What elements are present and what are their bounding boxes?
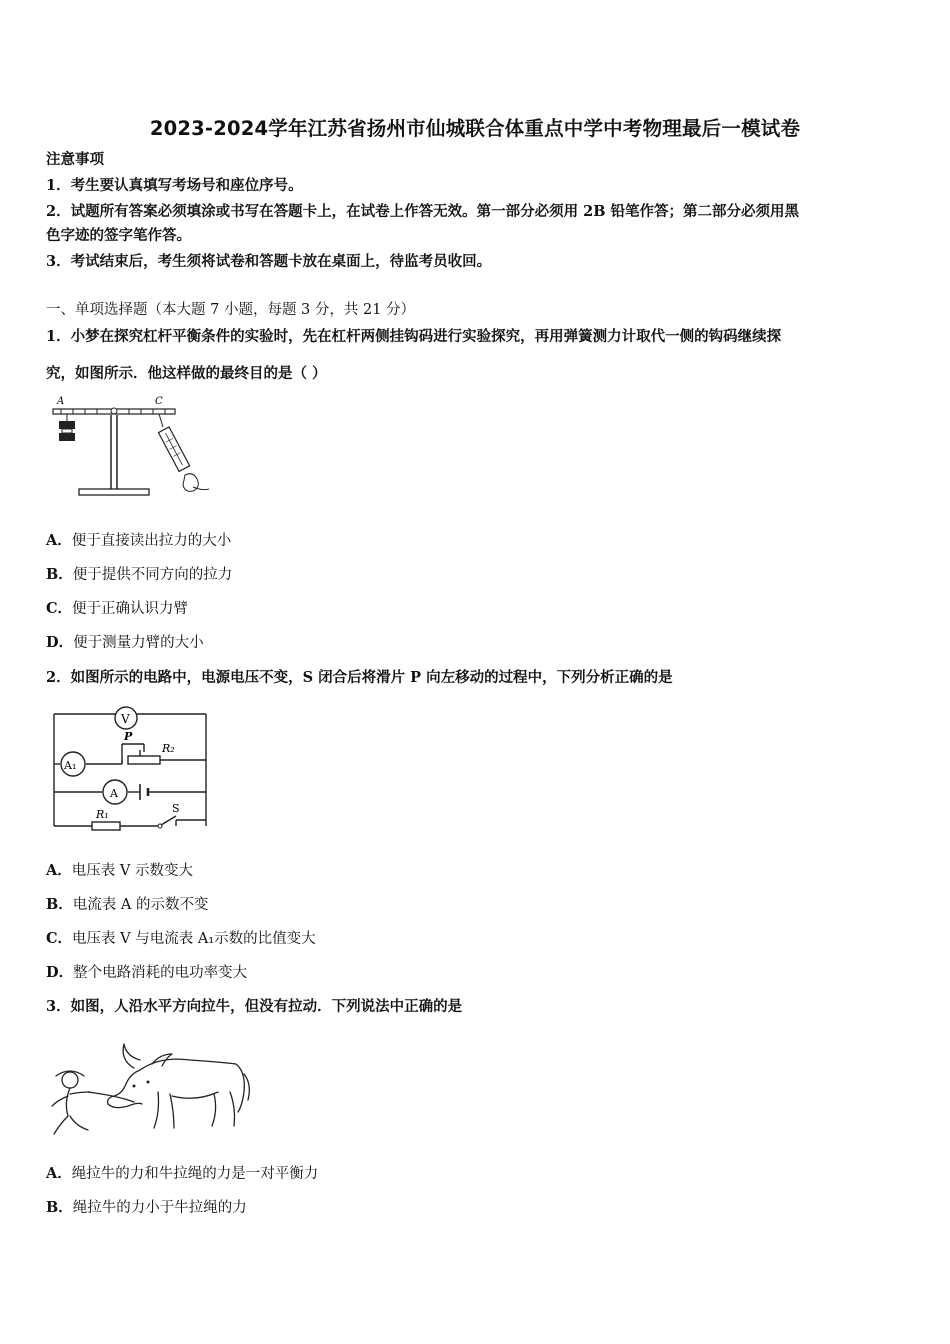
r1-label: R₁: [96, 808, 109, 821]
notice-item: 1．考生要认真填写考场号和座位序号。: [46, 177, 303, 194]
notice-heading: 注意事项: [46, 151, 104, 168]
ammeter-a1-label: A₁: [64, 759, 77, 772]
q2-option-b: B．电流表 A 的示数不变: [46, 896, 209, 913]
notice-item: 色字迹的签字笔作答。: [46, 227, 191, 244]
question-2-stem: 2．如图所示的电路中，电源电压不变，S 闭合后将滑片 P 向左移动的过程中，下列分析正确的是: [46, 669, 673, 686]
switch-s-label: S: [172, 802, 180, 815]
lever-figure: [45, 393, 215, 505]
q1-option-a: A．便于直接读出拉力的大小: [46, 532, 232, 549]
question-1-stem: 1．小梦在探究杠杆平衡条件的实验时，先在杠杆两侧挂钩码进行实验探究，再用弹簧测力计取代一侧的钩码继续探: [46, 328, 782, 345]
q2-option-a: A．电压表 V 示数变大: [46, 862, 193, 879]
q2-option-d: D．整个电路消耗的电功率变大: [46, 964, 248, 981]
q3-option-b: B．绳拉牛的力小于牛拉绳的力: [46, 1199, 247, 1216]
label-c: C: [155, 396, 163, 407]
q2-option-c: C．电压表 V 与电流表 A₁示数的比值变大: [46, 930, 316, 947]
label-a: A: [57, 396, 65, 407]
question-1-stem-cont: 究，如图所示．他这样做的最终目的是（ ）: [46, 365, 327, 382]
q1-option-d: D．便于测量力臂的大小: [46, 634, 204, 651]
slider-p-label: P: [124, 730, 133, 743]
q3-option-a: A．绳拉牛的力和牛拉绳的力是一对平衡力: [46, 1165, 319, 1182]
circuit-figure: [48, 706, 213, 831]
q1-option-b: B．便于提供不同方向的拉力: [46, 566, 233, 583]
notice-item: 2．试题所有答案必须填涂或书写在答题卡上，在试卷上作答无效。第一部分必须用 2B 铅笔作答；第二部分必须用黑: [46, 203, 800, 220]
ammeter-a-label: A: [110, 787, 118, 800]
section-heading: 一、单项选择题（本大题 7 小题，每题 3 分，共 21 分）: [46, 302, 416, 318]
notice-item: 3．考试结束后，考生须将试卷和答题卡放在桌面上，待监考员收回。: [46, 253, 492, 270]
voltmeter-label: V: [121, 712, 130, 726]
man-pulling-ox-figure: [48, 1030, 253, 1142]
q1-option-c: C．便于正确认识力臂: [46, 600, 189, 617]
r2-label: R₂: [162, 742, 175, 755]
page-title: 2023-2024学年江苏省扬州市仙城联合体重点中学中考物理最后一模试卷: [149, 117, 801, 140]
question-3-stem: 3．如图，人沿水平方向拉牛，但没有拉动．下列说法中正确的是: [46, 998, 463, 1015]
